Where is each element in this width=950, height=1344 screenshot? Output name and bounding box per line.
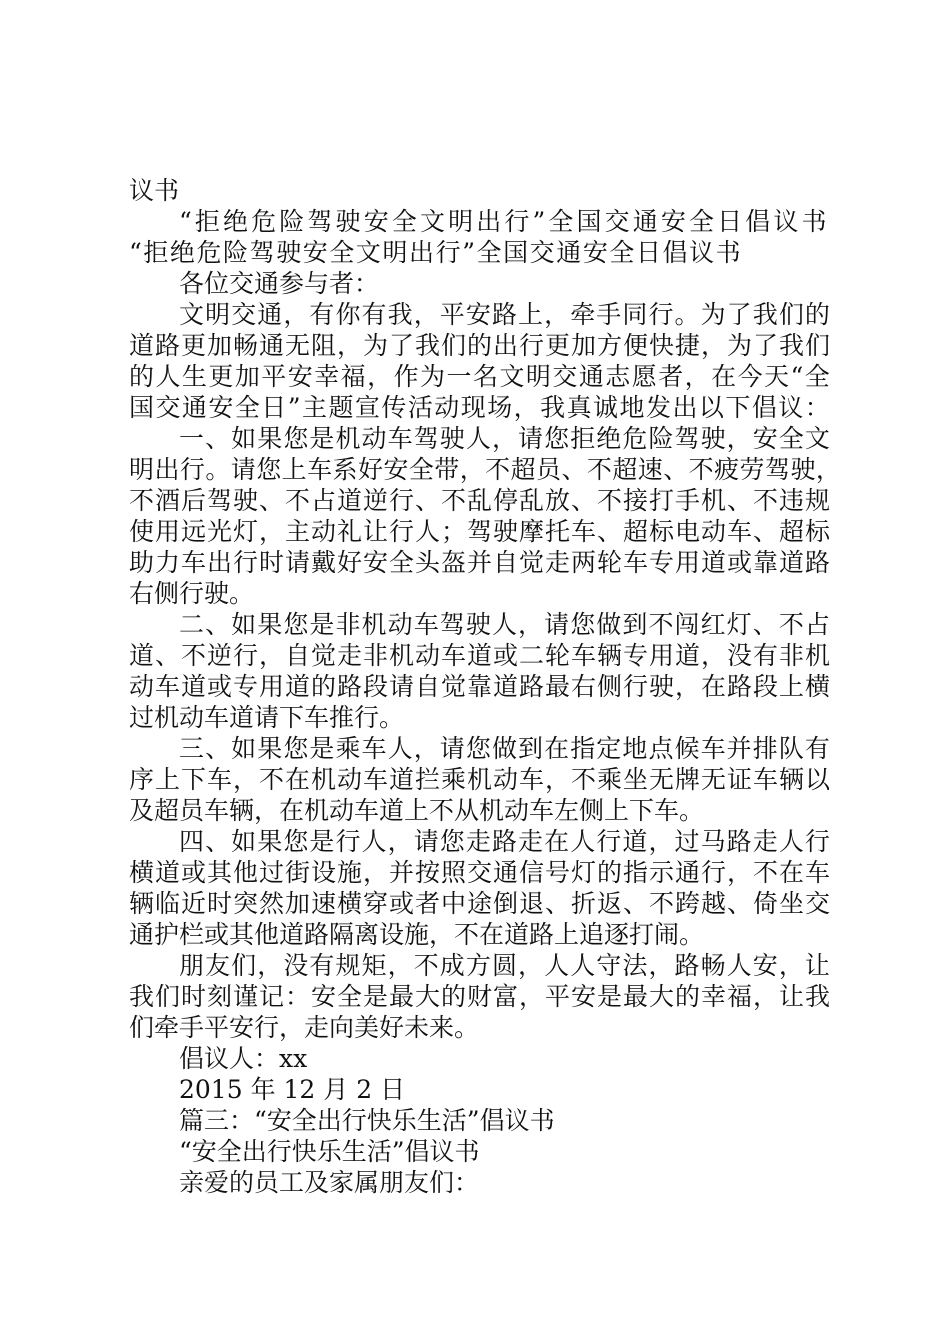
- text-line: 二、如果您是非机动车驾驶人，请您做到不闯红灯、不占: [179, 610, 832, 639]
- text-line: 右侧行驶。: [129, 579, 255, 608]
- text-line: 过机动车道请下车推行。: [129, 703, 405, 732]
- text-line: “拒绝危险驾驶安全文明出行”全国交通安全日倡议书: [179, 207, 830, 236]
- text-line: 横道或其他过街设施，并按照交通信号灯的指示通行，不在车: [129, 858, 832, 887]
- text-line: 议书: [129, 176, 180, 205]
- text-line: 及超员车辆，在机动车道上不从机动车左侧上下车。: [129, 796, 705, 825]
- text-line: 不酒后驾驶、不占道逆行、不乱停乱放、不接打手机、不违规: [129, 486, 832, 515]
- text-line: 朋友们，没有规矩，不成方圆，人人守法，路畅人安，让: [179, 951, 832, 980]
- text-line: 文明交通，有你有我，平安路上，牵手同行。为了我们的: [179, 300, 832, 329]
- text-line: 们牵手平安行，走向美好未来。: [129, 1013, 480, 1042]
- text-line: 明出行。请您上车系好安全带，不超员、不超速、不疲劳驾驶，: [129, 455, 842, 484]
- text-line: 国交通安全日”主题宣传活动现场，我真诚地发出以下倡议：: [129, 393, 832, 422]
- text-line: 一、如果您是机动车驾驶人，请您拒绝危险驾驶，安全文: [179, 424, 832, 453]
- text-line: 的人生更加平安幸福，作为一名文明交通志愿者，在今天“全: [129, 362, 832, 391]
- text-line: 2015 年 12 月 2 日: [179, 1075, 406, 1104]
- text-line: 助力车出行时请戴好安全头盔并自觉走两轮车专用道或靠道路: [129, 548, 832, 577]
- text-line: 使用远光灯，主动礼让行人；驾驶摩托车、超标电动车、超标: [129, 517, 832, 546]
- text-line: 道路更加畅通无阻，为了我们的出行更加方便快捷，为了我们: [129, 331, 832, 360]
- text-line: 序上下车，不在机动车道拦乘机动车，不乘坐无牌无证车辆以: [129, 765, 832, 794]
- text-line: 我们时刻谨记：安全是最大的财富，平安是最大的幸福，让我: [129, 982, 832, 1011]
- text-line: 亲爱的员工及家属朋友们：: [179, 1168, 480, 1197]
- text-line: 四、如果您是行人，请您走路走在人行道，过马路走人行: [179, 827, 832, 856]
- text-line: “安全出行快乐生活”倡议书: [179, 1137, 480, 1166]
- text-line: 三、如果您是乘车人，请您做到在指定地点候车并排队有: [179, 734, 832, 763]
- text-line: 倡议人：xx: [179, 1044, 308, 1073]
- text-line: “拒绝危险驾驶安全文明出行”全国交通安全日倡议书: [129, 238, 743, 267]
- text-line: 各位交通参与者：: [179, 269, 380, 298]
- text-line: 通护栏或其他道路隔离设施，不在道路上追逐打闹。: [129, 920, 705, 949]
- text-line: 辆临近时突然加速横穿或者中途倒退、折返、不跨越、倚坐交: [129, 889, 832, 918]
- text-line: 动车道或专用道的路段请自觉靠道路最右侧行驶，在路段上横: [129, 672, 832, 701]
- text-line: 道、不逆行，自觉走非机动车道或二轮车辆专用道，没有非机: [129, 641, 832, 670]
- text-line: 篇三：“安全出行快乐生活”倡议书: [179, 1106, 555, 1135]
